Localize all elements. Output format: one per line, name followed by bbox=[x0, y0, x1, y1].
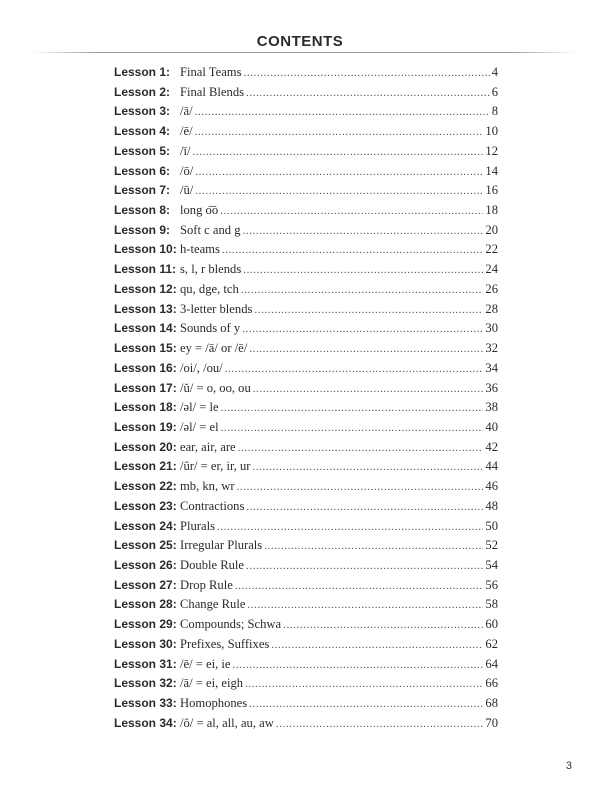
lesson-page: 52 bbox=[485, 538, 498, 553]
dot-leader bbox=[195, 103, 490, 123]
lesson-number: Lesson 15: bbox=[114, 341, 177, 356]
lesson-page: 50 bbox=[485, 518, 498, 533]
lesson-title: 3-letter blends bbox=[180, 301, 253, 316]
lesson-title: Soft c and g bbox=[180, 222, 241, 237]
lesson-page: 26 bbox=[485, 281, 498, 296]
lesson-title: Double Rule bbox=[180, 557, 245, 572]
lesson-page: 46 bbox=[485, 479, 498, 494]
lesson-title: /ē/ bbox=[180, 124, 193, 139]
lesson-title: /əl/ = le bbox=[180, 400, 219, 415]
lesson-number: Lesson 7: bbox=[114, 183, 171, 198]
lesson-number: Lesson 8: bbox=[114, 203, 171, 218]
toc-row bbox=[114, 63, 498, 83]
lesson-page: 20 bbox=[485, 222, 498, 237]
lesson-title: /ā/ = ei, eigh bbox=[180, 676, 244, 691]
lesson-number: Lesson 16: bbox=[114, 360, 177, 375]
toc-row bbox=[114, 162, 498, 182]
lesson-page: 40 bbox=[485, 419, 498, 434]
lesson-page: 16 bbox=[485, 183, 498, 198]
dot-leader bbox=[246, 557, 483, 577]
dot-leader bbox=[222, 241, 484, 261]
lesson-number: Lesson 33: bbox=[114, 696, 177, 710]
toc-row bbox=[114, 122, 498, 142]
toc-row bbox=[114, 280, 498, 300]
toc-row bbox=[114, 102, 498, 122]
lesson-title: /ô/ = al, all, au, aw bbox=[180, 715, 274, 730]
dot-leader bbox=[253, 380, 484, 400]
dot-leader bbox=[243, 261, 483, 281]
dot-leader bbox=[264, 537, 483, 557]
lesson-page: 68 bbox=[485, 696, 498, 710]
dot-leader bbox=[254, 301, 483, 321]
lesson-number: Lesson 11: bbox=[114, 262, 177, 277]
lesson-title: Sounds of y bbox=[180, 321, 241, 336]
dot-leader bbox=[252, 458, 483, 478]
table-of-contents bbox=[114, 63, 498, 733]
dot-leader bbox=[276, 715, 484, 735]
lesson-page: 32 bbox=[485, 341, 498, 356]
dot-leader bbox=[195, 182, 483, 202]
lesson-title: Homophones bbox=[180, 696, 248, 710]
lesson-number: Lesson 25: bbox=[114, 538, 177, 553]
toc-row bbox=[114, 240, 498, 260]
lesson-page: 56 bbox=[485, 577, 498, 592]
toc-row bbox=[114, 398, 498, 418]
lesson-number: Lesson 5: bbox=[114, 143, 171, 158]
toc-row bbox=[114, 379, 498, 399]
toc-row bbox=[114, 536, 498, 556]
toc-row bbox=[114, 714, 498, 734]
dot-leader bbox=[221, 419, 484, 439]
lesson-number: Lesson 14: bbox=[114, 321, 177, 336]
dot-leader bbox=[238, 439, 484, 459]
lesson-number: Lesson 23: bbox=[114, 498, 177, 513]
toc-row bbox=[114, 694, 498, 714]
dot-leader bbox=[271, 636, 483, 656]
dot-leader bbox=[245, 675, 483, 695]
toc-row bbox=[114, 260, 498, 280]
lesson-number: Lesson 26: bbox=[114, 557, 177, 572]
lesson-title: h-teams bbox=[180, 242, 220, 257]
lesson-number: Lesson 2: bbox=[114, 84, 171, 99]
toc-row bbox=[114, 300, 498, 320]
lesson-title: /ŭ/ = o, oo, ou bbox=[180, 380, 251, 395]
lesson-number: Lesson 32: bbox=[114, 676, 177, 691]
toc-row bbox=[114, 181, 498, 201]
lesson-title: long o͞o bbox=[180, 203, 219, 218]
lesson-page: 42 bbox=[485, 439, 498, 454]
lesson-page: 8 bbox=[491, 104, 498, 119]
dot-leader bbox=[244, 64, 490, 84]
lesson-title: ear, air, are bbox=[180, 439, 236, 454]
lesson-number: Lesson 18: bbox=[114, 400, 177, 415]
dot-leader bbox=[247, 596, 483, 616]
lesson-number: Lesson 4: bbox=[114, 124, 171, 139]
lesson-page: 60 bbox=[485, 617, 498, 632]
lesson-page: 58 bbox=[485, 597, 498, 612]
lesson-title: ey = /ā/ or /ē/ bbox=[180, 341, 248, 356]
lesson-title: Final Blends bbox=[180, 84, 245, 99]
lesson-number: Lesson 21: bbox=[114, 459, 177, 474]
dot-leader bbox=[237, 478, 484, 498]
toc-row bbox=[114, 438, 498, 458]
dot-leader bbox=[246, 498, 483, 518]
dot-leader bbox=[246, 84, 490, 104]
lesson-page: 28 bbox=[485, 301, 498, 316]
lesson-title: s, l, r blends bbox=[180, 262, 242, 277]
toc-row bbox=[114, 83, 498, 103]
toc-row bbox=[114, 674, 498, 694]
toc-row bbox=[114, 497, 498, 517]
lesson-page: 4 bbox=[491, 65, 498, 79]
dot-leader bbox=[225, 360, 484, 380]
page-number: 3 bbox=[565, 760, 572, 772]
dot-leader bbox=[243, 222, 484, 242]
dot-leader bbox=[232, 656, 483, 676]
lesson-title: /ī/ bbox=[180, 143, 191, 158]
lesson-number: Lesson 20: bbox=[114, 439, 177, 454]
lesson-page: 24 bbox=[485, 262, 498, 277]
lesson-number: Lesson 19: bbox=[114, 419, 177, 434]
lesson-page: 18 bbox=[485, 203, 498, 218]
lesson-number: Lesson 28: bbox=[114, 597, 177, 612]
toc-row bbox=[114, 576, 498, 596]
lesson-page: 62 bbox=[485, 636, 498, 651]
toc-row bbox=[114, 201, 498, 221]
lesson-number: Lesson 24: bbox=[114, 518, 177, 533]
lesson-page: 22 bbox=[485, 242, 498, 257]
lesson-title: /əl/ = el bbox=[180, 419, 219, 434]
lesson-page: 48 bbox=[485, 498, 498, 513]
lesson-number: Lesson 31: bbox=[114, 656, 177, 671]
toc-row bbox=[114, 142, 498, 162]
lesson-number: Lesson 12: bbox=[114, 281, 177, 296]
lesson-number: Lesson 17: bbox=[114, 380, 177, 395]
page-title: CONTENTS bbox=[256, 33, 344, 50]
lesson-number: Lesson 22: bbox=[114, 479, 177, 494]
lesson-title: /ō/ bbox=[180, 163, 194, 178]
lesson-title: /ū/ bbox=[180, 183, 194, 198]
dot-leader bbox=[193, 143, 484, 163]
lesson-page: 44 bbox=[485, 459, 498, 474]
lesson-page: 70 bbox=[485, 715, 498, 730]
lesson-page: 6 bbox=[491, 84, 498, 99]
lesson-page: 38 bbox=[485, 400, 498, 415]
lesson-title: /ē/ = ei, ie bbox=[180, 656, 231, 671]
dot-leader bbox=[195, 123, 484, 143]
lesson-title: qu, dge, tch bbox=[180, 281, 239, 296]
toc-row bbox=[114, 477, 498, 497]
lesson-number: Lesson 1: bbox=[114, 65, 171, 79]
lesson-number: Lesson 34: bbox=[114, 715, 177, 730]
dot-leader bbox=[221, 399, 484, 419]
toc-row bbox=[114, 457, 498, 477]
lesson-title: mb, kn, wr bbox=[180, 479, 235, 494]
toc-row bbox=[114, 359, 498, 379]
toc-row bbox=[114, 556, 498, 576]
lesson-page: 34 bbox=[485, 360, 498, 375]
lesson-page: 54 bbox=[485, 557, 498, 572]
lesson-title: /oi/, /ou/ bbox=[180, 360, 223, 375]
toc-row bbox=[114, 517, 498, 537]
lesson-page: 30 bbox=[485, 321, 498, 336]
dot-leader bbox=[249, 340, 483, 360]
lesson-title: Prefixes, Suffixes bbox=[180, 636, 270, 651]
dot-leader bbox=[241, 281, 484, 301]
toc-row bbox=[114, 655, 498, 675]
dot-leader bbox=[283, 616, 483, 636]
title-divider bbox=[32, 52, 576, 53]
lesson-title: Plurals bbox=[180, 518, 215, 533]
lesson-number: Lesson 29: bbox=[114, 617, 177, 632]
lesson-page: 14 bbox=[485, 163, 498, 178]
dot-leader bbox=[242, 320, 483, 340]
toc-row bbox=[114, 339, 498, 359]
lesson-page: 66 bbox=[485, 676, 498, 691]
lesson-number: Lesson 30: bbox=[114, 636, 177, 651]
lesson-title: Contractions bbox=[180, 498, 245, 513]
lesson-number: Lesson 6: bbox=[114, 163, 171, 178]
lesson-title: Compounds; Schwa bbox=[180, 617, 282, 632]
lesson-number: Lesson 10: bbox=[114, 242, 177, 257]
dot-leader bbox=[217, 518, 483, 538]
lesson-page: 12 bbox=[485, 143, 498, 158]
dot-leader bbox=[195, 163, 483, 183]
toc-row bbox=[114, 595, 498, 615]
lesson-page: 10 bbox=[485, 124, 498, 139]
lesson-number: Lesson 3: bbox=[114, 104, 171, 119]
lesson-page: 36 bbox=[485, 380, 498, 395]
dot-leader bbox=[235, 577, 484, 597]
lesson-title: Final Teams bbox=[180, 65, 242, 79]
toc-row bbox=[114, 221, 498, 241]
lesson-number: Lesson 9: bbox=[114, 222, 171, 237]
toc-row bbox=[114, 319, 498, 339]
lesson-number: Lesson 13: bbox=[114, 301, 177, 316]
lesson-title: /ā/ bbox=[180, 104, 193, 119]
lesson-title: Change Rule bbox=[180, 597, 246, 612]
lesson-page: 64 bbox=[485, 656, 498, 671]
lesson-number: Lesson 27: bbox=[114, 577, 177, 592]
lesson-title: Irregular Plurals bbox=[180, 538, 263, 553]
lesson-title: Drop Rule bbox=[180, 577, 233, 592]
toc-row bbox=[114, 418, 498, 438]
dot-leader bbox=[249, 695, 483, 715]
dot-leader bbox=[220, 202, 483, 222]
lesson-title: /ûr/ = er, ir, ur bbox=[180, 459, 251, 474]
toc-row bbox=[114, 635, 498, 655]
toc-row bbox=[114, 615, 498, 635]
